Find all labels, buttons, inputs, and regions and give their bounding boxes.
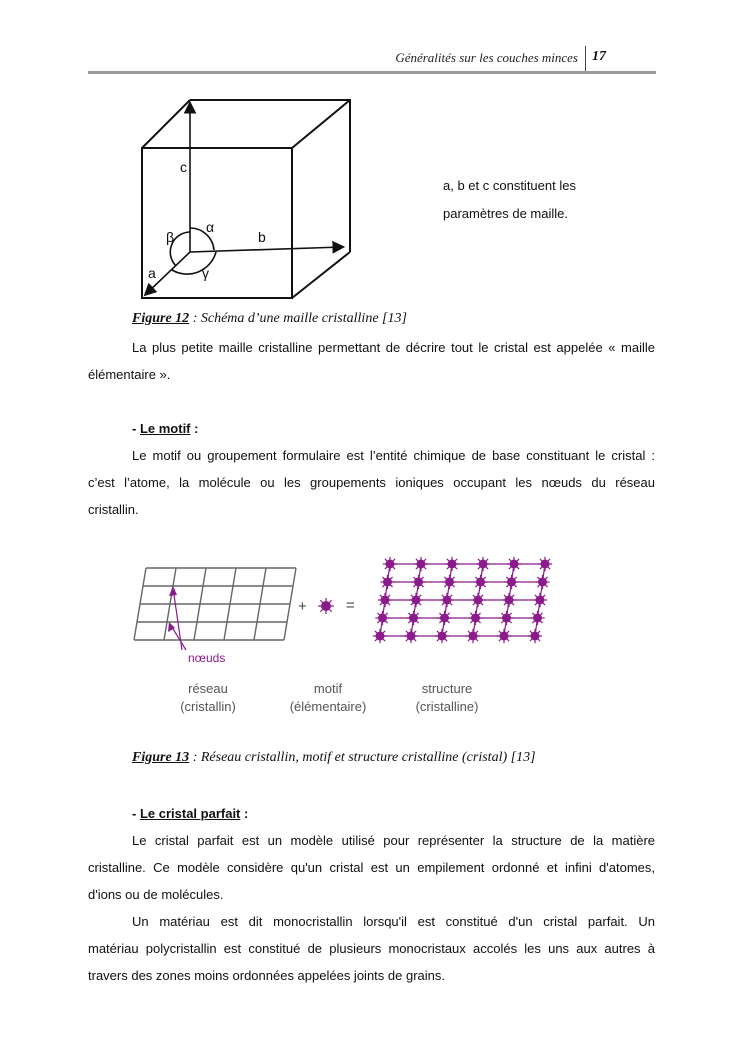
atom-core bbox=[505, 596, 514, 605]
structure-atom bbox=[471, 593, 485, 607]
equals-sign: = bbox=[346, 597, 355, 614]
structure-atom bbox=[473, 575, 487, 589]
structure-atom bbox=[468, 611, 482, 625]
cube-edge-top-right bbox=[292, 100, 350, 148]
structure-atom bbox=[409, 593, 423, 607]
paragraph2-line1: Le motif ou groupement formulaire est l’entité chimique de base constituant le cristal : bbox=[132, 448, 655, 463]
label-b: b bbox=[258, 229, 266, 245]
paragraph4-line1: Un matériau est dit monocristallin lorsqu'il est constitué d'un cristal parfait. Un bbox=[132, 914, 655, 929]
structure-atom bbox=[504, 575, 518, 589]
atom-core bbox=[541, 560, 550, 569]
structure-atom bbox=[445, 557, 459, 571]
structure-atom bbox=[507, 557, 521, 571]
atom-core bbox=[476, 578, 485, 587]
paragraph3-line2: cristalline. Ce modèle considère qu'un cristal est un empilement ordonné et infini d'atomes, bbox=[88, 860, 655, 875]
structure-atom bbox=[466, 629, 480, 643]
structure-atom bbox=[383, 557, 397, 571]
atom-core bbox=[533, 614, 542, 623]
note-line-2: paramètres de maille. bbox=[443, 206, 568, 221]
plus-sign: + bbox=[298, 598, 307, 615]
structure-atom bbox=[528, 629, 542, 643]
structure-atom bbox=[378, 593, 392, 607]
header-title: Généralités sur les couches minces bbox=[395, 50, 578, 65]
label-a: a bbox=[148, 265, 156, 281]
atom-core bbox=[507, 578, 516, 587]
atom-core bbox=[510, 560, 519, 569]
figure12-caption-text: : Schéma d’une maille cristalline [13] bbox=[189, 311, 407, 326]
atom-core bbox=[538, 578, 547, 587]
label-reseau: réseau (cristallin) bbox=[180, 681, 236, 714]
structure-atom bbox=[497, 629, 511, 643]
section-title-motif: Le motif bbox=[139, 421, 191, 436]
atom-core bbox=[448, 560, 457, 569]
atom-core bbox=[417, 560, 426, 569]
cube-edge-bottom-right bbox=[292, 252, 350, 298]
label-beta: β bbox=[166, 229, 175, 245]
axis-b bbox=[190, 247, 342, 252]
paragraph2-line3: cristallin. bbox=[88, 502, 139, 517]
paragraph-maille-elementaire bbox=[88, 334, 655, 388]
label-structure: structure (cristalline) bbox=[415, 681, 479, 714]
structure-atom bbox=[406, 611, 420, 625]
atom-core bbox=[536, 596, 545, 605]
atom-core bbox=[381, 596, 390, 605]
structure-grid bbox=[380, 564, 545, 636]
atom-core bbox=[500, 632, 509, 641]
lattice-parameters-note bbox=[443, 172, 663, 228]
section-title-cristal-parfait: Le cristal parfait bbox=[139, 806, 241, 821]
figure13-caption-text: : Réseau cristallin, motif et structure cristalline (cristal) [13] bbox=[189, 750, 536, 765]
paragraph-motif bbox=[88, 442, 655, 523]
paragraph4-line2: matériau polycristallin est constitué de plusieurs monocristaux accolés les uns aux autres à bbox=[88, 941, 655, 956]
label-gamma: γ bbox=[202, 265, 209, 281]
atom-core bbox=[531, 632, 540, 641]
motif-atom-glyph bbox=[318, 598, 334, 614]
atom-core bbox=[438, 632, 447, 641]
paragraph2-line2: c’est l’atome, la molécule ou les groupements ioniques occupant les nœuds du réseau bbox=[88, 475, 655, 490]
section-heading-motif: - Le motif : bbox=[132, 421, 199, 436]
paragraph-cristal-parfait bbox=[88, 827, 655, 908]
paragraph1-line1: La plus petite maille cristalline permettant de décrire tout le cristal est appelée « maille bbox=[132, 340, 655, 355]
paragraph3-line1: Le cristal parfait est un modèle utilisé pour représenter la structure de la matière bbox=[132, 833, 655, 848]
atom-core bbox=[409, 614, 418, 623]
atom-core bbox=[469, 632, 478, 641]
structure-atom bbox=[530, 611, 544, 625]
atom-core bbox=[502, 614, 511, 623]
paragraph4-line3: travers des zones moins ordonnées appelées joints de grains. bbox=[88, 968, 445, 983]
label-motif: motif (élémentaire) bbox=[289, 681, 367, 714]
cube-edge-top-left bbox=[142, 100, 190, 148]
structure-atom bbox=[437, 611, 451, 625]
structure-atom bbox=[440, 593, 454, 607]
label-alpha: α bbox=[206, 219, 215, 235]
structure-atom bbox=[535, 575, 549, 589]
header-rule bbox=[88, 71, 656, 74]
label-c: c bbox=[180, 159, 187, 175]
atom-core bbox=[471, 614, 480, 623]
atom-core bbox=[407, 632, 416, 641]
structure-atom bbox=[404, 629, 418, 643]
atom-core bbox=[414, 578, 423, 587]
atom-core bbox=[412, 596, 421, 605]
structure-atom bbox=[414, 557, 428, 571]
structure-atom bbox=[533, 593, 547, 607]
paragraph-monocristallin bbox=[88, 908, 655, 989]
figure13-caption-label: Figure 13 bbox=[132, 750, 190, 765]
noeud-arrowhead-1 bbox=[169, 586, 177, 596]
section-heading-cristal-parfait: - Le cristal parfait : bbox=[132, 806, 249, 821]
atom-core bbox=[443, 596, 452, 605]
atom-core bbox=[386, 560, 395, 569]
structure-atom bbox=[476, 557, 490, 571]
structure-atom bbox=[375, 611, 389, 625]
atom-core bbox=[445, 578, 454, 587]
page-number: 17 bbox=[592, 49, 606, 64]
structure-atom bbox=[411, 575, 425, 589]
figure12-caption-label: Figure 12 bbox=[132, 311, 190, 326]
atom-core bbox=[321, 601, 331, 611]
figure12-caption bbox=[132, 311, 407, 327]
structure-atom bbox=[380, 575, 394, 589]
page-header bbox=[88, 44, 656, 72]
structure-atom bbox=[373, 629, 387, 643]
noeuds-label: nœuds bbox=[188, 651, 226, 665]
atom-core bbox=[376, 632, 385, 641]
structure-atom bbox=[442, 575, 456, 589]
atom-core bbox=[474, 596, 483, 605]
structure-atom bbox=[435, 629, 449, 643]
figure13-caption bbox=[132, 750, 536, 766]
motif-atom bbox=[318, 598, 334, 614]
atom-core bbox=[440, 614, 449, 623]
note-line-1: a, b et c constituent les bbox=[443, 178, 576, 193]
paragraph1-line2: élémentaire ». bbox=[88, 367, 171, 382]
lattice-grid bbox=[134, 568, 296, 640]
structure-atom bbox=[502, 593, 516, 607]
atom-core bbox=[479, 560, 488, 569]
structure-atom bbox=[499, 611, 513, 625]
unit-cell-diagram bbox=[130, 92, 370, 307]
atom-core bbox=[383, 578, 392, 587]
atom-core bbox=[378, 614, 387, 623]
header-separator bbox=[585, 46, 586, 72]
structure-atom bbox=[538, 557, 552, 571]
paragraph3-line3: d'ions ou de molécules. bbox=[88, 887, 224, 902]
